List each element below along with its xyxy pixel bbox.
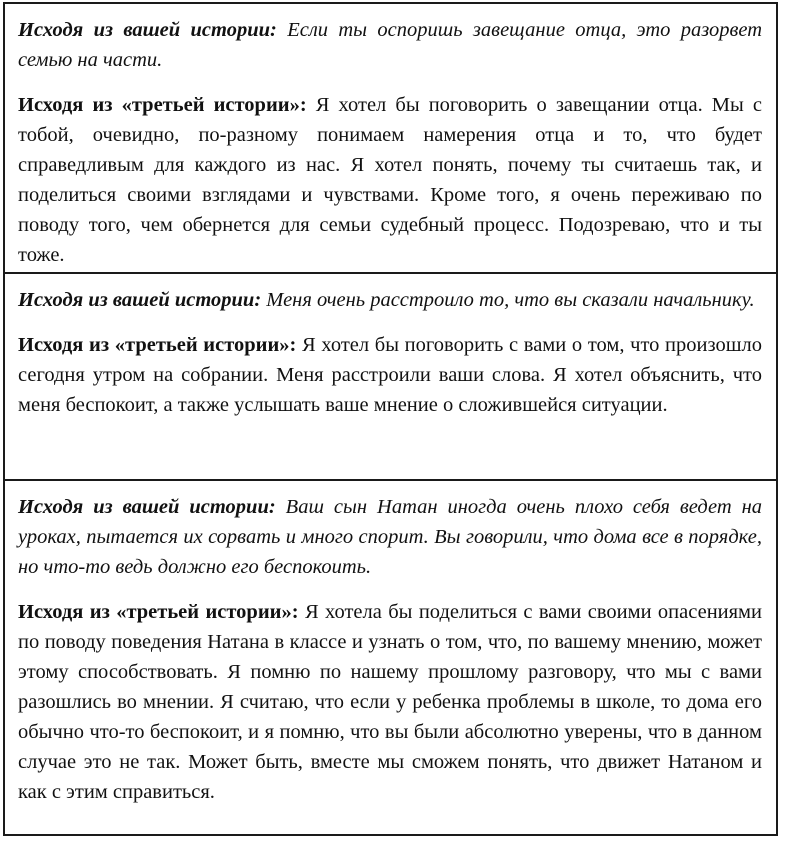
your-story-text: Меня очень расстроило то, что вы сказали начальнику. <box>266 289 755 311</box>
third-story-paragraph <box>18 90 762 270</box>
your-story-label: Исходя из вашей истории: <box>18 19 277 41</box>
your-story-text: Если ты оспоришь завещание отца, это разорвет семью на части. <box>18 19 762 71</box>
your-story-paragraph <box>18 492 762 582</box>
your-story-paragraph <box>18 15 762 75</box>
table-row <box>5 4 776 274</box>
third-story-label: Исходя из «третьей истории»: <box>18 94 307 116</box>
third-story-label: Исходя из «третьей истории»: <box>18 334 297 356</box>
your-story-text: Ваш сын Натан иногда очень плохо себя ведет на уроках, пытается их сорвать и много спорит. Вы говорили, что дома все в порядке, но что-то ведь должно его беспокоить. <box>18 496 763 578</box>
third-story-text: Я хотела бы поделиться с вами своими опасениями по поводу поведения Натана в классе и узнать о том, что, по вашему мнению, может этому способствовать. Я помню по нашему прошлому разговору, что мы с вами разошлись во мнении. Я считаю, что если у ребенка проблемы в школе, то дома его обычно что-то беспокоит, и я помню, что вы были абсолютно уверены, что в данном случае это не так. Может быть, вместе мы сможем понять, что движет Натаном и как с этим справиться. <box>18 601 763 803</box>
third-story-paragraph <box>18 330 762 420</box>
your-story-paragraph <box>18 285 762 315</box>
third-story-label: Исходя из «третьей истории»: <box>18 601 299 623</box>
table-row <box>5 481 776 836</box>
your-story-label: Исходя из вашей истории: <box>18 289 262 311</box>
third-story-text: Я хотел бы поговорить о завещании отца. Мы с тобой, очевидно, по-разному понимаем намерения отца и то, что будет справедливым для каждого из нас. Я хотел понять, почему ты считаешь так, и поделиться своими взглядами и чувствами. Кроме того, я очень переживаю по поводу того, чем обернется для семьи судебный процесс. Подозреваю, что и ты тоже. <box>18 94 763 266</box>
your-story-label: Исходя из вашей истории: <box>18 496 276 518</box>
examples-table <box>3 2 778 836</box>
third-story-text: Я хотел бы поговорить с вами о том, что произошло сегодня утром на собрании. Меня расстроили ваши слова. Я хотел объяснить, что меня беспокоит, а также услышать ваше мнение о сложившейся ситуации. <box>18 334 762 416</box>
table-row <box>5 274 776 481</box>
third-story-paragraph <box>18 597 762 807</box>
